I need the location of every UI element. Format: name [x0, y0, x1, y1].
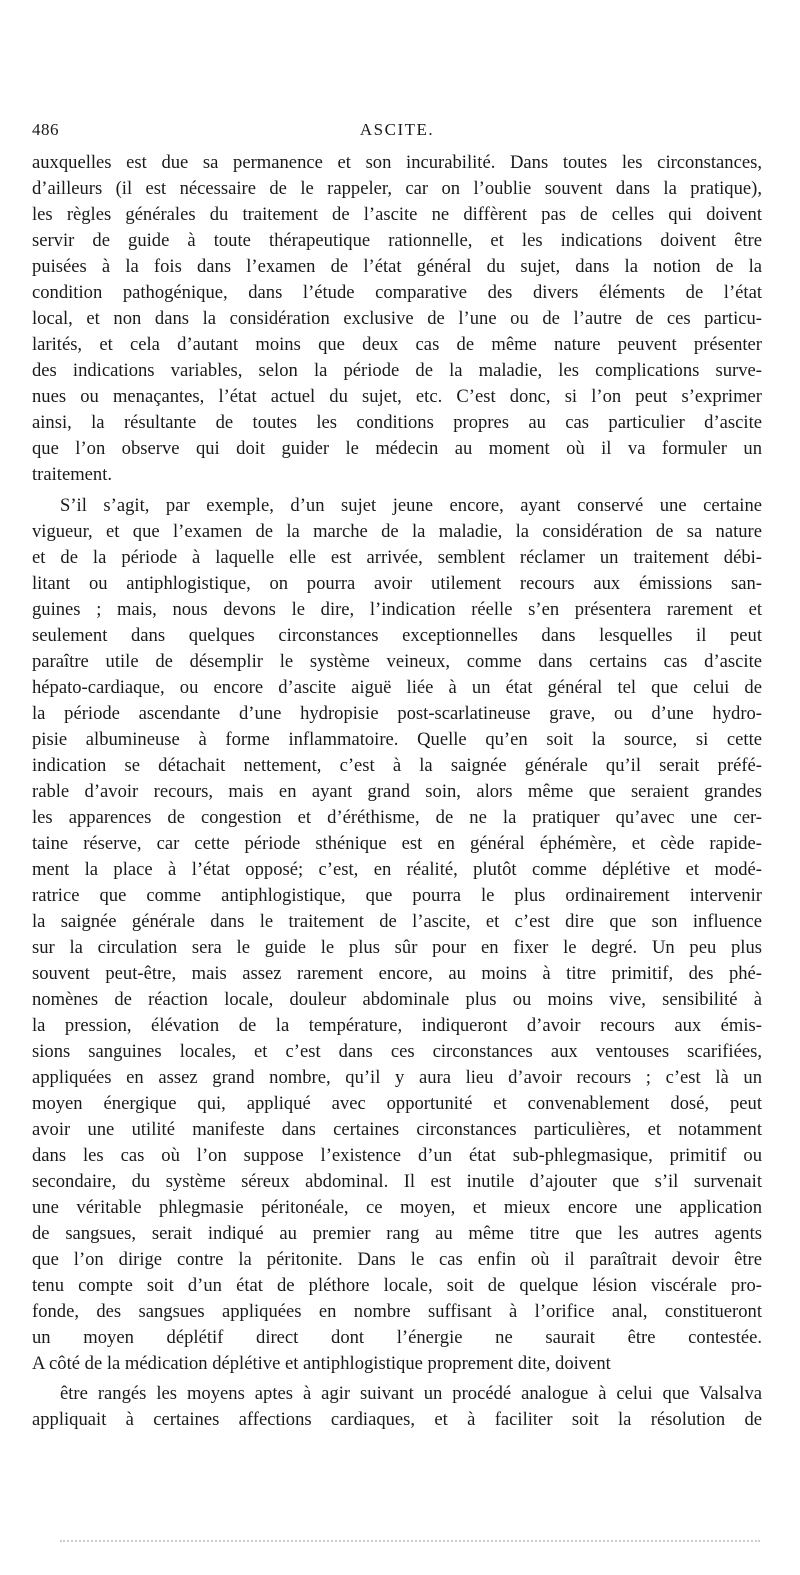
- text-line: larités, et cela d’autant moins que deux cas de même nature peuvent présenter: [32, 334, 762, 355]
- text-line: ratrice que comme antiphlogistique, que pourra le plus ordinairement intervenir: [32, 885, 762, 906]
- text-line: indication se détachait nettement, c’est à la saignée générale qu’il serait préfé-: [32, 755, 762, 776]
- bottom-scan-artifact: [60, 1540, 760, 1542]
- text-line: et de la période à laquelle elle est arrivée, semblent réclamer un traitement débi-: [32, 547, 762, 568]
- text-line: litant ou antiphlogistique, on pourra avoir utilement recours aux émissions san-: [32, 573, 762, 594]
- text-line: fonde, des sangsues appliquées en nombre suffisant à l’orifice anal, constitueront: [32, 1301, 762, 1322]
- text-line: les règles générales du traitement de l’ascite ne diffèrent pas de celles qui doivent: [32, 204, 762, 225]
- text-line: des indications variables, selon la période de la maladie, les complications surve-: [32, 360, 762, 381]
- text-line: vigueur, et que l’examen de la marche de la maladie, la considération de sa nature: [32, 521, 762, 542]
- text-line: que l’on observe qui doit guider le médecin au moment où il va formuler un: [32, 438, 762, 459]
- running-title: ASCITE.: [359, 120, 435, 139]
- text-line: moyen énergique qui, appliqué avec opportunité et convenablement dosé, peut: [32, 1093, 762, 1114]
- text-line: un moyen déplétif direct dont l’énergie ne saurait être contestée.: [32, 1327, 762, 1348]
- text-line: souvent peut-être, mais assez rarement encore, au moins à titre primitif, des phé-: [32, 963, 762, 984]
- text-line: pisie albumineuse à forme inflammatoire. Quelle qu’en soit la source, si cette: [32, 729, 762, 750]
- text-line: hépato-cardiaque, ou encore d’ascite aiguë liée à un état général tel que celui de: [32, 677, 762, 698]
- text-line: appliquait à certaines affections cardiaques, et à faciliter soit la résolution de: [32, 1409, 762, 1430]
- text-line: taine réserve, car cette période sthénique est en général éphémère, et cède rapide-: [32, 833, 762, 854]
- text-line: servir de guide à toute thérapeutique rationnelle, et les indications doivent être: [32, 230, 762, 251]
- text-line: ment la place à l’état opposé; c’est, en réalité, plutôt comme déplétive et modé-: [32, 859, 762, 880]
- page-header: [32, 120, 762, 144]
- text-line: [32, 1433, 762, 1459]
- text-line: la pression, élévation de la température, indiqueront d’avoir recours aux émis-: [32, 1015, 762, 1036]
- text-line: secondaire, du système séreux abdominal. Il est inutile d’ajouter que s’il survenait: [32, 1171, 762, 1192]
- text-line: une véritable phlegmasie péritonéale, ce moyen, et mieux encore une application: [32, 1197, 762, 1218]
- text-line: paraître utile de désemplir le système veineux, comme dans certains cas d’ascite: [32, 651, 762, 672]
- text-line: seulement dans quelques circonstances exceptionnelles dans lesquelles il peut: [32, 625, 762, 646]
- text-line: puisées à la fois dans l’examen de l’état général du sujet, dans la notion de la: [32, 256, 762, 277]
- text-line: avoir une utilité manifeste dans certaines circonstances particulières, et notamment: [32, 1119, 762, 1140]
- text-line: rable d’avoir recours, mais en ayant grand soin, alors même que seraient grandes: [32, 781, 762, 802]
- text-line: appliquées en assez grand nombre, qu’il y aura lieu d’avoir recours ; c’est là un: [32, 1067, 762, 1088]
- text-line: condition pathogénique, dans l’étude comparative des divers éléments de l’état: [32, 282, 762, 303]
- page-number: 486: [32, 120, 59, 139]
- text-line: ainsi, la résultante de toutes les conditions propres au cas particulier d’ascite: [32, 412, 762, 433]
- text-line: auxquelles est due sa permanence et son incurabilité. Dans toutes les circonstances,: [32, 152, 762, 173]
- text-line: être rangés les moyens aptes à agir suivant un procédé analogue à celui que Valsalva: [60, 1383, 762, 1404]
- text-line: traitement.: [32, 464, 113, 485]
- text-line: local, et non dans la considération exclusive de l’une ou de l’autre de ces particu-: [32, 308, 762, 329]
- text-line: que l’on dirige contre la péritonite. Dans le cas enfin où il paraîtrait devoir être: [32, 1249, 762, 1270]
- text-line: d’ailleurs (il est nécessaire de le rappeler, car on l’oublie souvent dans la pratique),: [32, 178, 762, 199]
- text-line: nomènes de réaction locale, douleur abdominale plus ou moins vive, sensibilité à: [32, 989, 762, 1010]
- text-line: tenu compte soit d’un état de pléthore locale, soit de quelque lésion viscérale pro-: [32, 1275, 762, 1296]
- text-line: les apparences de congestion et d’éréthisme, de ne la pratiquer qu’avec une cer-: [32, 807, 762, 828]
- text-line: A côté de la médication déplétive et antiphlogistique proprement dite, doivent: [32, 1353, 611, 1374]
- text-line: S’il s’agit, par exemple, d’un sujet jeune encore, ayant conservé une certaine: [60, 495, 762, 516]
- text-line: sions sanguines locales, et c’est dans ces circonstances aux ventouses scarifiées,: [32, 1041, 762, 1062]
- text-line: sur la circulation sera le guide le plus sûr pour en fixer le degré. Un peu plus: [32, 937, 762, 958]
- text-line: la saignée générale dans le traitement de l’ascite, et c’est dire que son influence: [32, 911, 762, 932]
- text-line: nues ou menaçantes, l’état actuel du sujet, etc. C’est donc, si l’on peut s’exprimer: [32, 386, 762, 407]
- text-line: dans les cas où l’on suppose l’existence d’un état sub-phlegmasique, primitif ou: [32, 1145, 762, 1166]
- text-line: de sangsues, serait indiqué au premier rang au même titre que les autres agents: [32, 1223, 762, 1244]
- text-line: la période ascendante d’une hydropisie post-scarlatineuse grave, ou d’une hydro-: [32, 703, 762, 724]
- text-line: guines ; mais, nous devons le dire, l’indication réelle s’en présentera rarement et: [32, 599, 762, 620]
